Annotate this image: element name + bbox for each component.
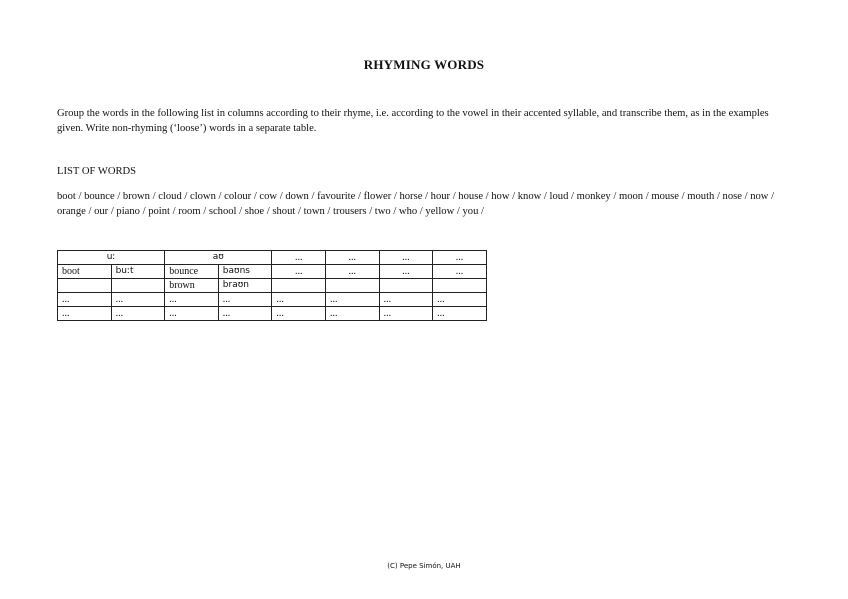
table-cell bbox=[433, 279, 487, 293]
table-cell bbox=[111, 279, 165, 293]
table-cell bbox=[325, 279, 379, 293]
table-cell: ... bbox=[218, 307, 272, 321]
table-cell: buːt bbox=[111, 265, 165, 279]
table-cell: ... bbox=[325, 293, 379, 307]
table-cell: baʊns bbox=[218, 265, 272, 279]
table-cell: ... bbox=[272, 293, 326, 307]
table-row bbox=[58, 293, 487, 307]
table-cell: ... bbox=[379, 265, 433, 279]
table-cell bbox=[272, 279, 326, 293]
word-list: boot / bounce / brown / cloud / clown / colour / cow / down / favourite / flower / horse / hour / house / how / know / loud / monkey / moon / mouse / mouth / nose / now / orange / our / piano / point / room / school / shoe / shout / town / trousers / two / who / yellow / you / bbox=[57, 191, 775, 217]
header-cell: ... bbox=[379, 251, 433, 265]
table-cell: bounce bbox=[165, 265, 219, 279]
table-row bbox=[58, 279, 487, 293]
table-cell bbox=[379, 279, 433, 293]
header-cell: ... bbox=[325, 251, 379, 265]
table-header-row bbox=[58, 251, 487, 265]
table-cell: ... bbox=[325, 265, 379, 279]
table-cell bbox=[58, 279, 112, 293]
table-cell: brown bbox=[165, 279, 219, 293]
table-cell: ... bbox=[165, 307, 219, 321]
table-cell: ... bbox=[165, 293, 219, 307]
header-cell: ... bbox=[272, 251, 326, 265]
table-cell: ... bbox=[111, 293, 165, 307]
table-cell: ... bbox=[325, 307, 379, 321]
table-cell: ... bbox=[379, 293, 433, 307]
table-cell: boot bbox=[58, 265, 112, 279]
copyright-footer: (C) Pepe Simón, UAH bbox=[387, 562, 461, 570]
table-cell: ... bbox=[379, 307, 433, 321]
table-cell: ... bbox=[58, 307, 112, 321]
table-cell: braʊn bbox=[218, 279, 272, 293]
instructions-paragraph: Group the words in the following list in columns according to their rhyme, i.e. according to the vowel in their accented syllable, and transcribe them, as in the examples given. Write non-rhyming (‘loose’) words in a separate table. bbox=[57, 108, 769, 134]
header-cell-au: aʊ bbox=[165, 251, 272, 265]
table-cell: ... bbox=[433, 307, 487, 321]
table-cell: ... bbox=[433, 293, 487, 307]
table-row bbox=[58, 265, 487, 279]
table-row bbox=[58, 307, 487, 321]
table-cell: ... bbox=[272, 265, 326, 279]
table-cell: ... bbox=[218, 293, 272, 307]
rhyme-table bbox=[57, 250, 487, 321]
table-cell: ... bbox=[272, 307, 326, 321]
table-cell: ... bbox=[58, 293, 112, 307]
header-cell-u: uː bbox=[58, 251, 165, 265]
header-cell: ... bbox=[433, 251, 487, 265]
page-title: RHYMING WORDS bbox=[363, 57, 485, 72]
table-cell: ... bbox=[433, 265, 487, 279]
table-cell: ... bbox=[111, 307, 165, 321]
list-heading: LIST OF WORDS bbox=[57, 166, 137, 177]
